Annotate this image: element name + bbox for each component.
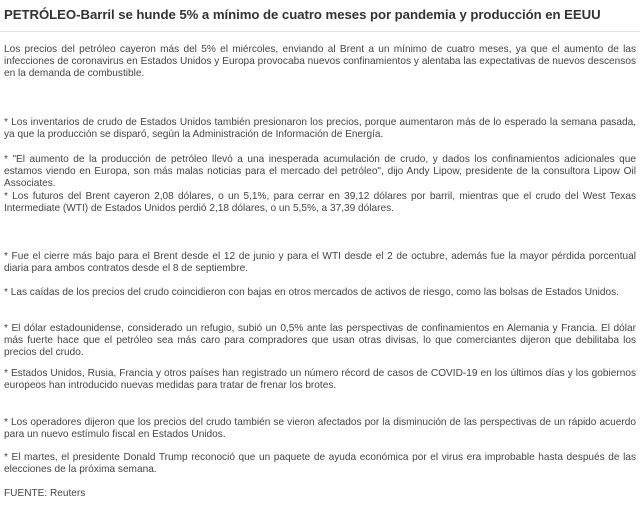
article-paragraph-dollar: * El dólar estadounidense, considerado un refugio, subió un 0,5% ante las perspectivas de confinamientos en Alemania y Francia. El dólar más fuerte hace que el petróleo sea más caro para compradores que usan otras divisas, lo que comerciantes dijeron que debilitaba los precios del crudo. — [4, 323, 636, 358]
article-paragraph-stimulus: * Los operadores dijeron que los precios del crudo también se vieron afectados por la disminución de las perspectivas de un rápido acuerdo para un nuevo estímulo fiscal en Estados Unidos. — [4, 417, 636, 440]
article-paragraph-covid-cases: * Estados Unidos, Rusia, Francia y otros países han registrado un número récord de casos de COVID-19 en los últimos días y los gobiernos europeos han introducido nuevas medidas para tratar de frenar los brotes. — [4, 368, 636, 391]
article-paragraph-quote: * "El aumento de la producción de petróleo llevó a una inesperada acumulación de crudo, y dados los confinamientos adicionales que estamos viendo en Europa, son más malas noticias para el mercado del petróleo", dijo Andy Lipow, presidente de la consultora Lipow Oil Associates. — [4, 154, 636, 189]
article-paragraph-lead: Los precios del petróleo cayeron más del 5% el miércoles, enviando al Brent a un mínimo de cuatro meses, ya que el aumento de las infecciones de coronavirus en Estados Unidos y Europa provocaba nuevos confinamientos y alentaba las expectativas de nuevos descensos en la demanda de combustible. — [4, 44, 636, 79]
article-paragraph-futures: * Los futuros del Brent cayeron 2,08 dólares, o un 5,1%, para cerrar en 39,12 dólares por barril, mientras que el crudo del West Texas Intermediate (WTI) de Estados Unidos perdió 2,18 dólares, o un 5,5%, a 37,39 dólares. — [4, 191, 636, 214]
article-paragraph-inventories: * Los inventarios de crudo de Estados Unidos también presionaron los precios, porque aumentaron más de lo esperado la semana pasada, ya que la producción se disparó, según la Administración de Información de Energía. — [4, 117, 636, 140]
article-paragraph-trump: * El martes, el presidente Donald Trump reconoció que un paquete de ayuda económica por el virus era improbable hasta después de las elecciones de la próxima semana. — [4, 452, 636, 475]
article-paragraph-lowest-close: * Fue el cierre más bajo para el Brent desde el 12 de junio y para el WTI desde el 2 de octubre, además fue la mayor pérdida porcentual diaria para ambos contratos desde el 8 de septiembre. — [4, 251, 636, 274]
article-paragraph-risk-assets: * Las caídas de los precios del crudo coincidieron con bajas en otros mercados de activos de riesgo, como las bolsas de Estados Unidos. — [4, 287, 619, 298]
headline-divider — [0, 31, 640, 32]
article-source: FUENTE: Reuters — [4, 488, 86, 499]
article-headline: PETRÓLEO-Barril se hunde 5% a mínimo de cuatro meses por pandemia y producción en EEUU — [4, 7, 601, 22]
